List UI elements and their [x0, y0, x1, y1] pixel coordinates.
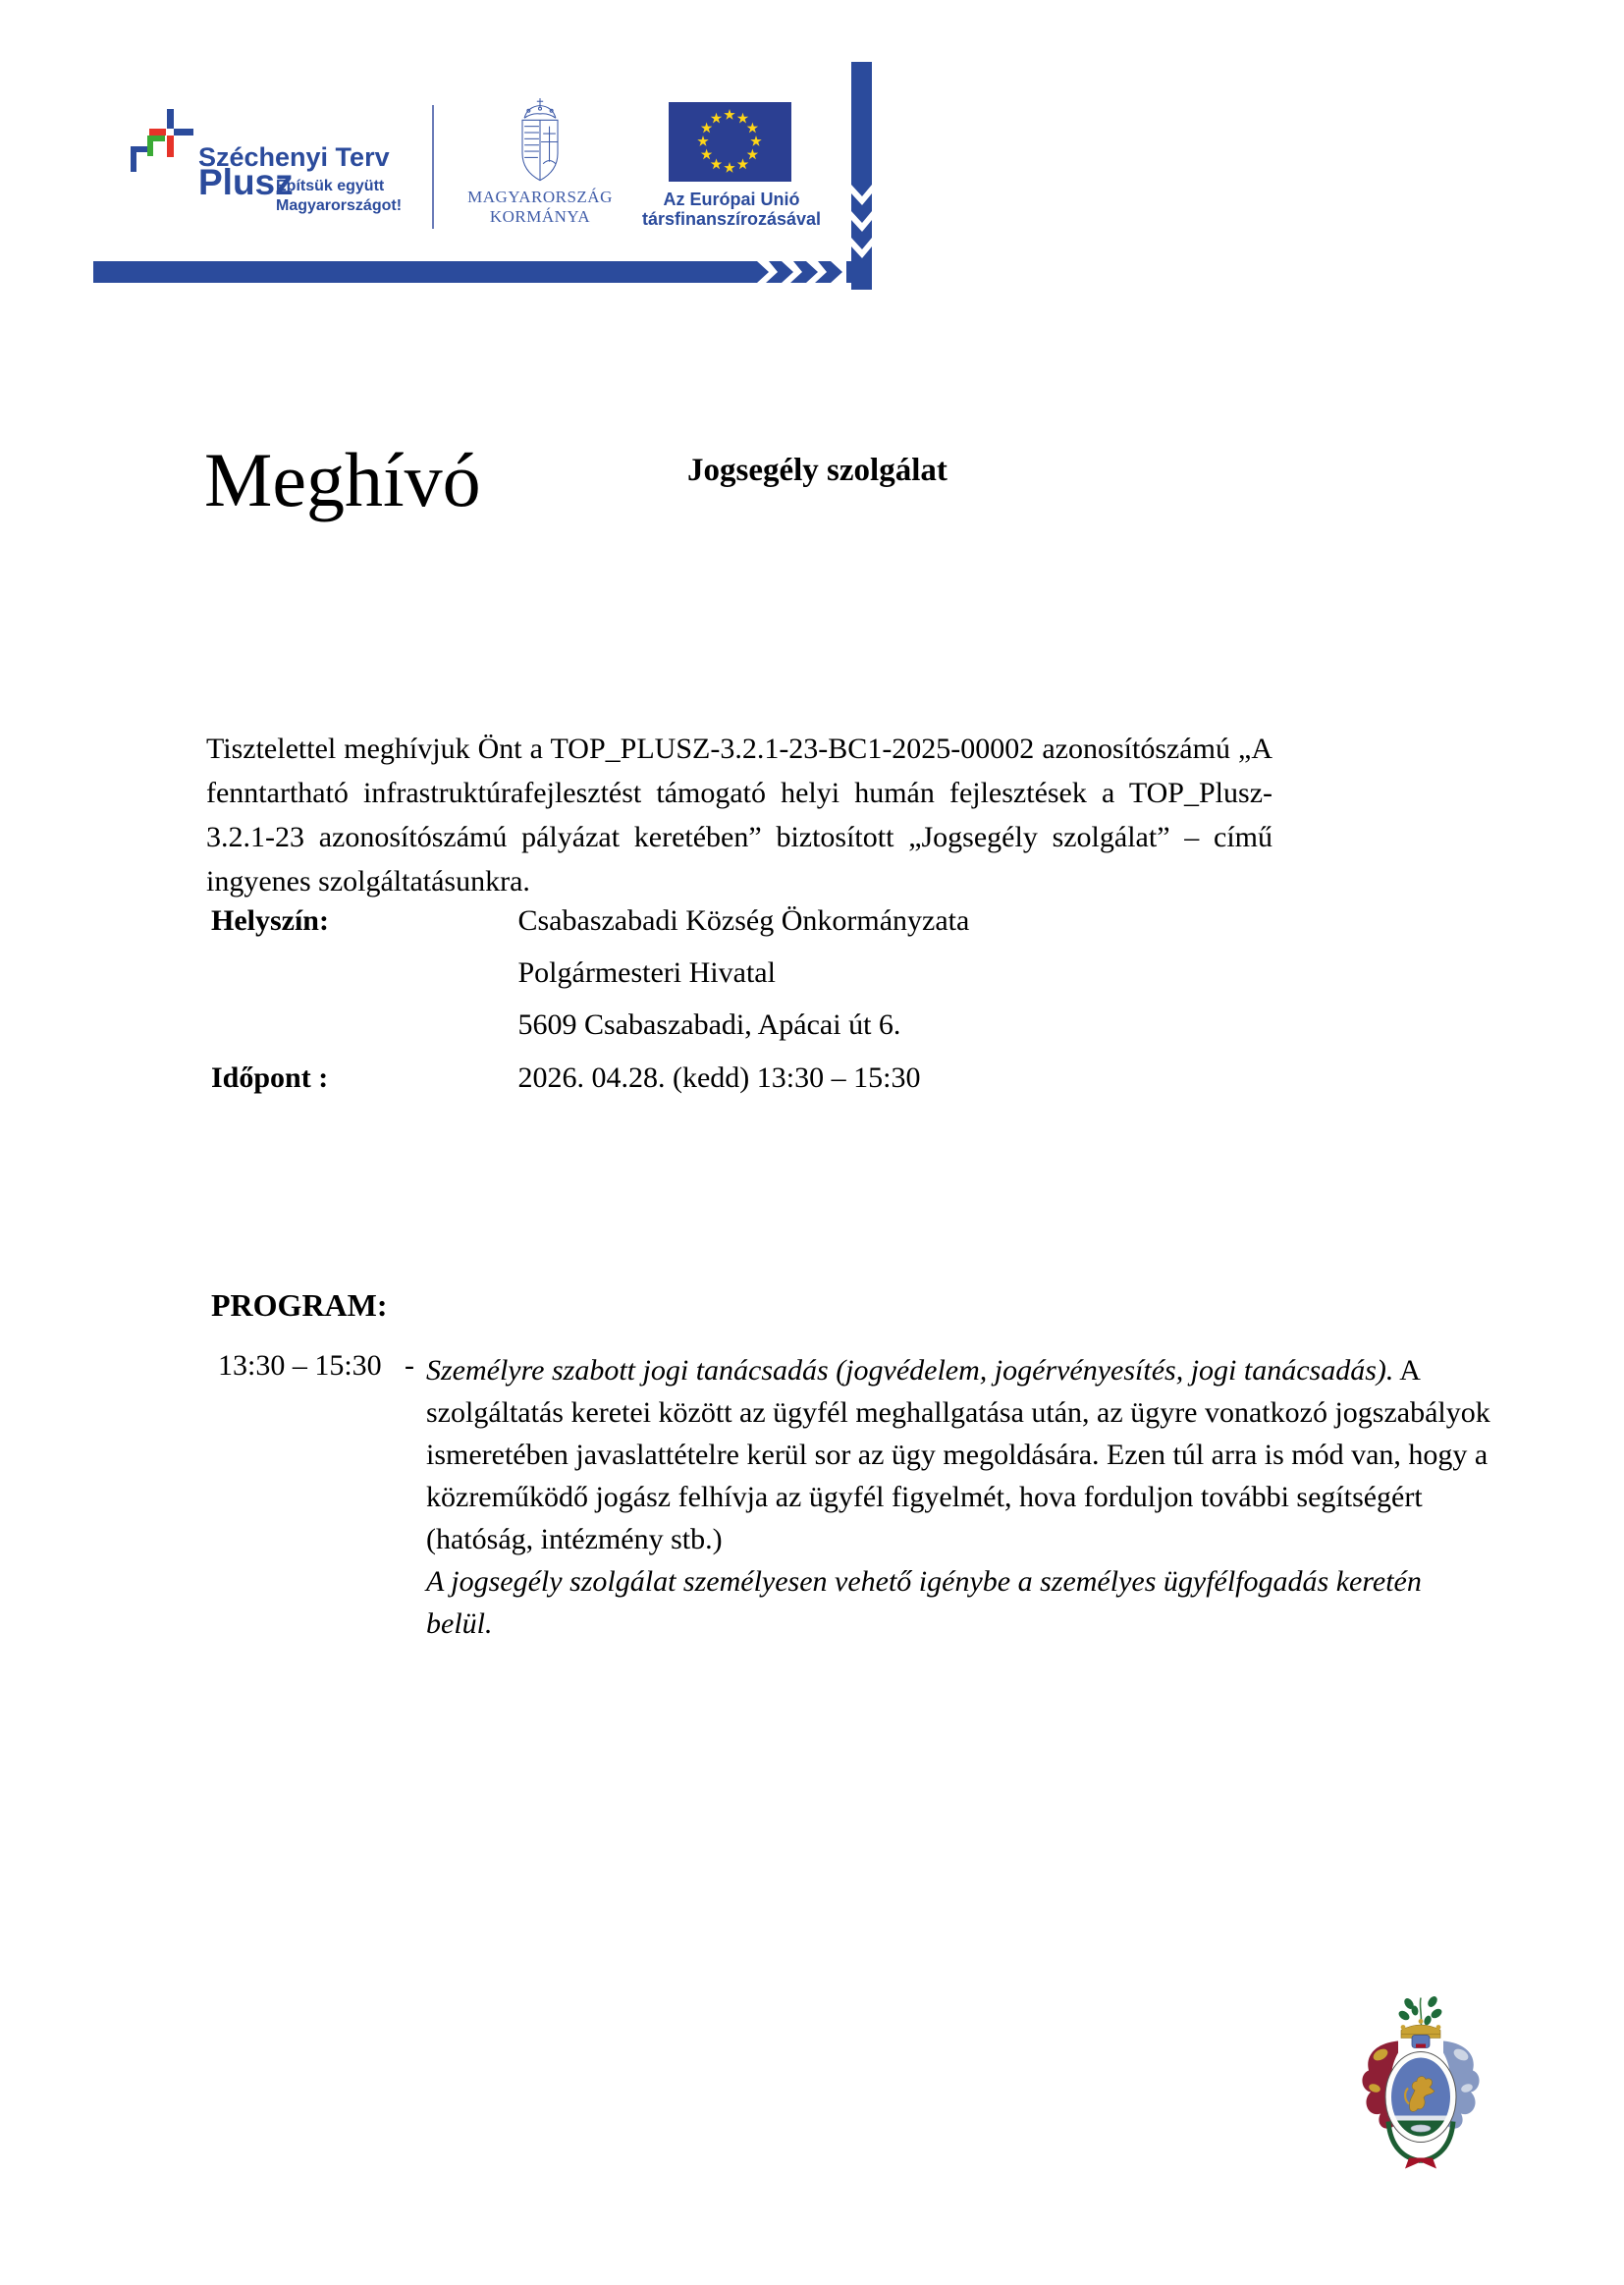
header-divider — [432, 105, 434, 229]
detail-row-time — [211, 1061, 920, 1095]
mark-green-bracket-v — [147, 136, 153, 156]
detail-row-location — [211, 1008, 900, 1042]
program-dash: - — [405, 1349, 414, 1382]
szechenyi-name: Széchenyi Terv — [198, 142, 390, 172]
government-name-line1: MAGYARORSZÁG — [467, 188, 613, 206]
government-name-line2: KORMÁNYA — [489, 207, 591, 226]
mark-red-horizontal-bar — [149, 129, 166, 136]
page-subtitle: Jogsegély szolgálat — [687, 453, 947, 488]
mark-blue-horizontal-bar — [174, 129, 193, 136]
page-title: Meghívó — [204, 437, 481, 522]
szechenyi-tagline-1: Építsük együtt — [276, 178, 385, 194]
time-label: Időpont : — [211, 1061, 329, 1094]
intro-paragraph: Tisztelettel meghívjuk Önt a TOP_PLUSZ-3.2.1-23-BC1-2025-00002 azonosítószámú „A fenntartható infrastruktúrafejlesztést támogató helyi humán fejlesztések a TOP_Plusz-3.2.1-23 azonosítószámú pályázat keretében” biztosított „Jogsegély szolgálat” – című ingyenes szolgáltatásunkra. — [206, 733, 1272, 898]
eu-flag-icon — [669, 102, 791, 182]
location-line: Polgármesteri Hivatal — [517, 956, 776, 989]
detail-row-location — [211, 956, 776, 990]
location-label: Helyszín: — [211, 904, 329, 937]
program-heading: PROGRAM: — [211, 1287, 388, 1323]
program-time: 13:30 – 15:30 — [218, 1349, 382, 1382]
time-value: 2026. 04.28. (kedd) 13:30 – 15:30 — [517, 1061, 921, 1094]
eu-text-line1: Az Európai Unió — [663, 190, 800, 209]
mark-blue-vertical-bar — [167, 109, 174, 129]
program-text — [426, 1349, 1492, 1645]
mark-red-vertical-bar — [167, 136, 174, 157]
program-italic-tail: A jogsegély szolgálat személyesen vehető igénybe a személyes ügyfélfogadás keretén belül. — [426, 1565, 1422, 1640]
hungary-coat-of-arms-icon — [510, 97, 570, 186]
location-line: 5609 Csabaszabadi, Apácai út 6. — [517, 1008, 901, 1041]
szechenyi-tagline-2: Magyarországot! — [276, 197, 403, 214]
village-coat-of-arms — [1347, 1991, 1494, 2173]
detail-row-location — [211, 904, 969, 938]
header-horizontal-bar — [93, 261, 872, 283]
program-body: A szolgáltatás keretei között az ügyfél meghallgatása után, az ügyre vonatkozó jogszabályok ismeretében javaslattételre kerül sor az ügy megoldására. Ezen túl arra is mód van, hogy a közreműködő jogász felhívja az ügyfél figyelmét, hova forduljon további segítségért (hatóság, intézmény stb.) — [426, 1354, 1490, 1555]
location-line: Csabaszabadi Község Önkormányzata — [517, 904, 970, 937]
eu-text-line2: társfinanszírozásával — [641, 209, 822, 229]
szechenyi-plusz: Plusz — [198, 162, 294, 202]
szechenyi-logo-mark — [131, 109, 193, 174]
program-italic-lead: Személyre szabott jogi tanácsadás (jogvédelem, jogérvényesítés, jogi tanácsadás). — [426, 1354, 1394, 1387]
mark-blue-bracket-v — [131, 146, 136, 172]
